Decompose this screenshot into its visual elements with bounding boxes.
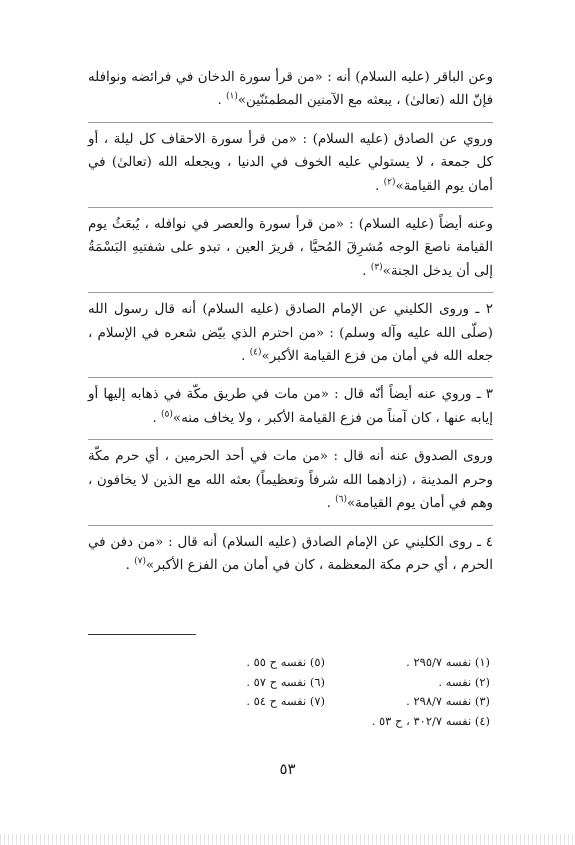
footnotes xyxy=(160,653,490,731)
footnote-ref-6[interactable]: (٦) xyxy=(335,494,347,505)
paragraph-7: ٤ ـ روى الكليني عن الإمام الصادق (عليه السلام) أنه قال : «من دفن في الحرم ، أي حرم مكة المعظمة ، كان في أمان من الفزع الأكبر»$^{(٧)}$ . xyxy=(88,534,493,573)
footnote-1: (١) نفسه ٢٩٥/٧ . xyxy=(406,655,490,669)
paragraph-6: وروى الصدوق عنه أنه قال : «من مات في أحد الحرمين ، أي حرم مكّة وحرم المدينة ، (زادهما الله شرفاً وتعظيماً) بعثه الله مع الذين لا يخافون ، وهم في أمان يوم القيامة»$^{(٦)}$ . xyxy=(88,449,493,512)
footnote-7: (٧) نفسه ح ٥٤ . xyxy=(246,694,325,708)
paragraph-5: ٣ ـ وروي عنه أيضاً أنّه قال : «من مات في طريق مكّة في ذهابه إليها أو إيابه عنها ، كان آمناً من فزع القيامة الأكبر ، ولا يخاف منه»$^{(٥)}$ . xyxy=(88,387,493,426)
paragraph-1: وعن الباقر (عليه السلام) أنه : «من قرأ سورة الدخان في فرائضه ونوافله فإنّ الله (تعالىٰ) ، يبعثه مع الآمنين المطمئنّين»$^{(١)}$ . xyxy=(88,70,493,109)
page-edge xyxy=(0,834,575,845)
footnote-5: (٥) نفسه ح ٥٥ . xyxy=(246,655,325,669)
page-number: ٥٣ xyxy=(279,760,296,778)
footnote-3: (٣) نفسه ٢٩٨/٧ . xyxy=(406,694,490,708)
footnote-ref-7[interactable]: (٧) xyxy=(134,556,146,567)
separator-rule xyxy=(88,122,493,123)
paragraph-4: ٢ ـ وروى الكليني عن الإمام الصادق (عليه السلام) أنه قال رسول الله (صلّى الله عليه وآله وسلم) : «من احترم الذي بيّض شعره في الإسلام ، جعله الله في أمان من فزع القيامة الأكبر»$^{(٤)}$ . xyxy=(88,302,493,365)
footnote-6: (٦) نفسه ح ٥٧ . xyxy=(246,674,325,689)
footnote-2: (٢) نفسه . xyxy=(438,674,490,689)
footnote-ref-2[interactable]: (٢) xyxy=(383,177,396,188)
paragraph-3: وعنه أيضاً (عليه السلام) : «من قرأ سورة والعصر في نوافله ، يُبعَثُ يوم القيامة ناصعَ الوجه مُشرِقَ المُحيَّا ، قريرَ العين ، تبدو على شفتيهِ البَسْمَةُ إلى أن يدخل الجنة»$^{(٣)}$ . xyxy=(88,217,493,279)
footnote-ref-1[interactable]: (١) xyxy=(225,91,238,102)
footnote-ref-5[interactable]: (٥) xyxy=(161,409,173,420)
separator-rule xyxy=(88,525,493,526)
footnote-ref-3[interactable]: (٣) xyxy=(370,262,383,273)
separator-rule xyxy=(88,377,493,378)
paragraph-2: وروي عن الصادق (عليه السلام) : «من قرأ سورة الاحقاف كل ليلة ، أو كل جمعة ، لا يستولي عليه الخوف في الدنيا ، ويجعله الله (تعالىٰ) في أمان يوم القيامة»$^{(٢)}$ . xyxy=(88,131,493,194)
footnote-ref-4[interactable]: (٤) xyxy=(249,347,262,358)
footnote-4: (٤) نفسه ٣٠٢/٧ ، ح ٥٣ . xyxy=(371,713,490,728)
footnote-separator xyxy=(88,634,196,635)
footnotes-left-column xyxy=(160,653,325,731)
separator-rule xyxy=(88,292,493,293)
footnotes-right-column xyxy=(325,653,490,731)
separator-rule xyxy=(88,439,493,440)
separator-rule xyxy=(88,207,493,208)
main-text xyxy=(88,64,493,583)
